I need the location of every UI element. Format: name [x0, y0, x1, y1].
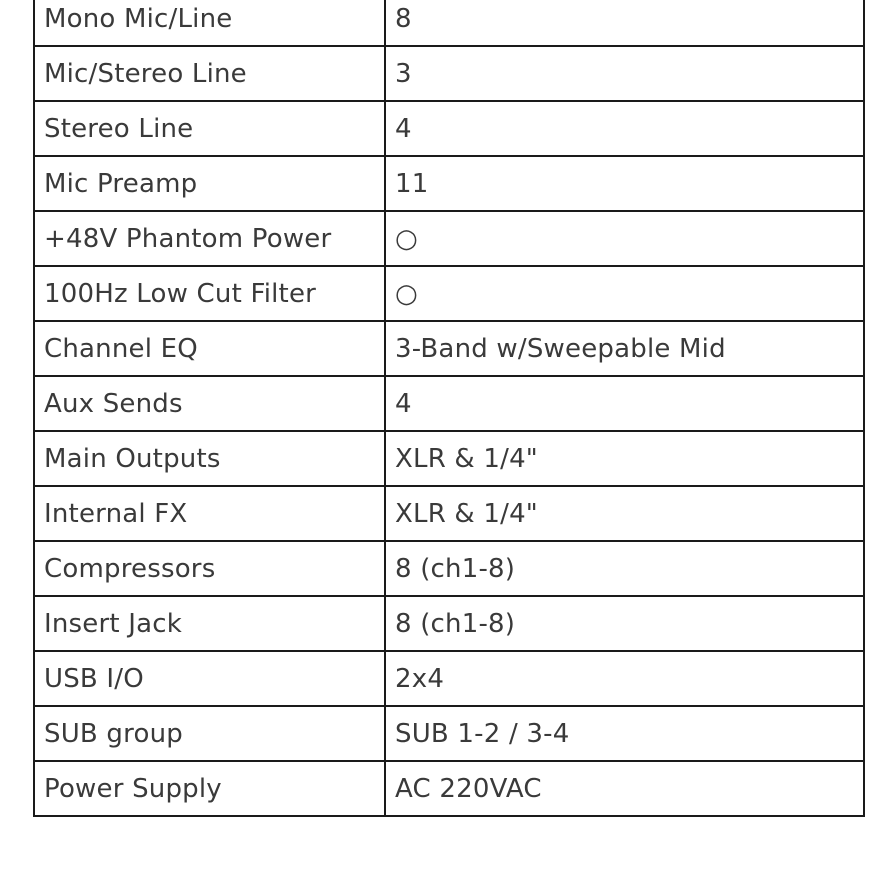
- spec-value: 4: [385, 376, 864, 431]
- table-row: [34, 541, 864, 596]
- table-row: [34, 486, 864, 541]
- table-row: [34, 266, 864, 321]
- spec-label: Compressors: [34, 541, 385, 596]
- spec-label: Mic Preamp: [34, 156, 385, 211]
- table-row: [34, 596, 864, 651]
- table-row: [34, 706, 864, 761]
- table-row: [34, 651, 864, 706]
- spec-value: 3-Band w/Sweepable Mid: [385, 321, 864, 376]
- spec-value: 3: [385, 46, 864, 101]
- spec-value: ○: [385, 211, 864, 266]
- spec-table: [33, 0, 865, 817]
- spec-value: SUB 1-2 / 3-4: [385, 706, 864, 761]
- spec-label: Channel EQ: [34, 321, 385, 376]
- table-row: [34, 321, 864, 376]
- spec-label: Main Outputs: [34, 431, 385, 486]
- spec-label: USB I/O: [34, 651, 385, 706]
- spec-value: XLR & 1/4": [385, 486, 864, 541]
- spec-label: SUB group: [34, 706, 385, 761]
- spec-value: ○: [385, 266, 864, 321]
- table-row: [34, 0, 864, 46]
- table-row: [34, 376, 864, 431]
- spec-value: 8 (ch1-8): [385, 541, 864, 596]
- spec-value: AC 220VAC: [385, 761, 864, 816]
- spec-value: 2x4: [385, 651, 864, 706]
- spec-table-body: [34, 0, 864, 816]
- table-row: [34, 46, 864, 101]
- table-row: [34, 101, 864, 156]
- spec-label: Mic/Stereo Line: [34, 46, 385, 101]
- table-row: [34, 211, 864, 266]
- spec-label: 100Hz Low Cut Filter: [34, 266, 385, 321]
- spec-label: Internal FX: [34, 486, 385, 541]
- spec-value: 8 (ch1-8): [385, 596, 864, 651]
- spec-value: XLR & 1/4": [385, 431, 864, 486]
- spec-label: +48V Phantom Power: [34, 211, 385, 266]
- spec-label: Power Supply: [34, 761, 385, 816]
- spec-label: Mono Mic/Line: [34, 0, 385, 46]
- spec-label: Insert Jack: [34, 596, 385, 651]
- spec-value: 11: [385, 156, 864, 211]
- table-row: [34, 431, 864, 486]
- spec-value: 4: [385, 101, 864, 156]
- spec-label: Aux Sends: [34, 376, 385, 431]
- spec-label: Stereo Line: [34, 101, 385, 156]
- table-row: [34, 761, 864, 816]
- spec-value: 8: [385, 0, 864, 46]
- table-row: [34, 156, 864, 211]
